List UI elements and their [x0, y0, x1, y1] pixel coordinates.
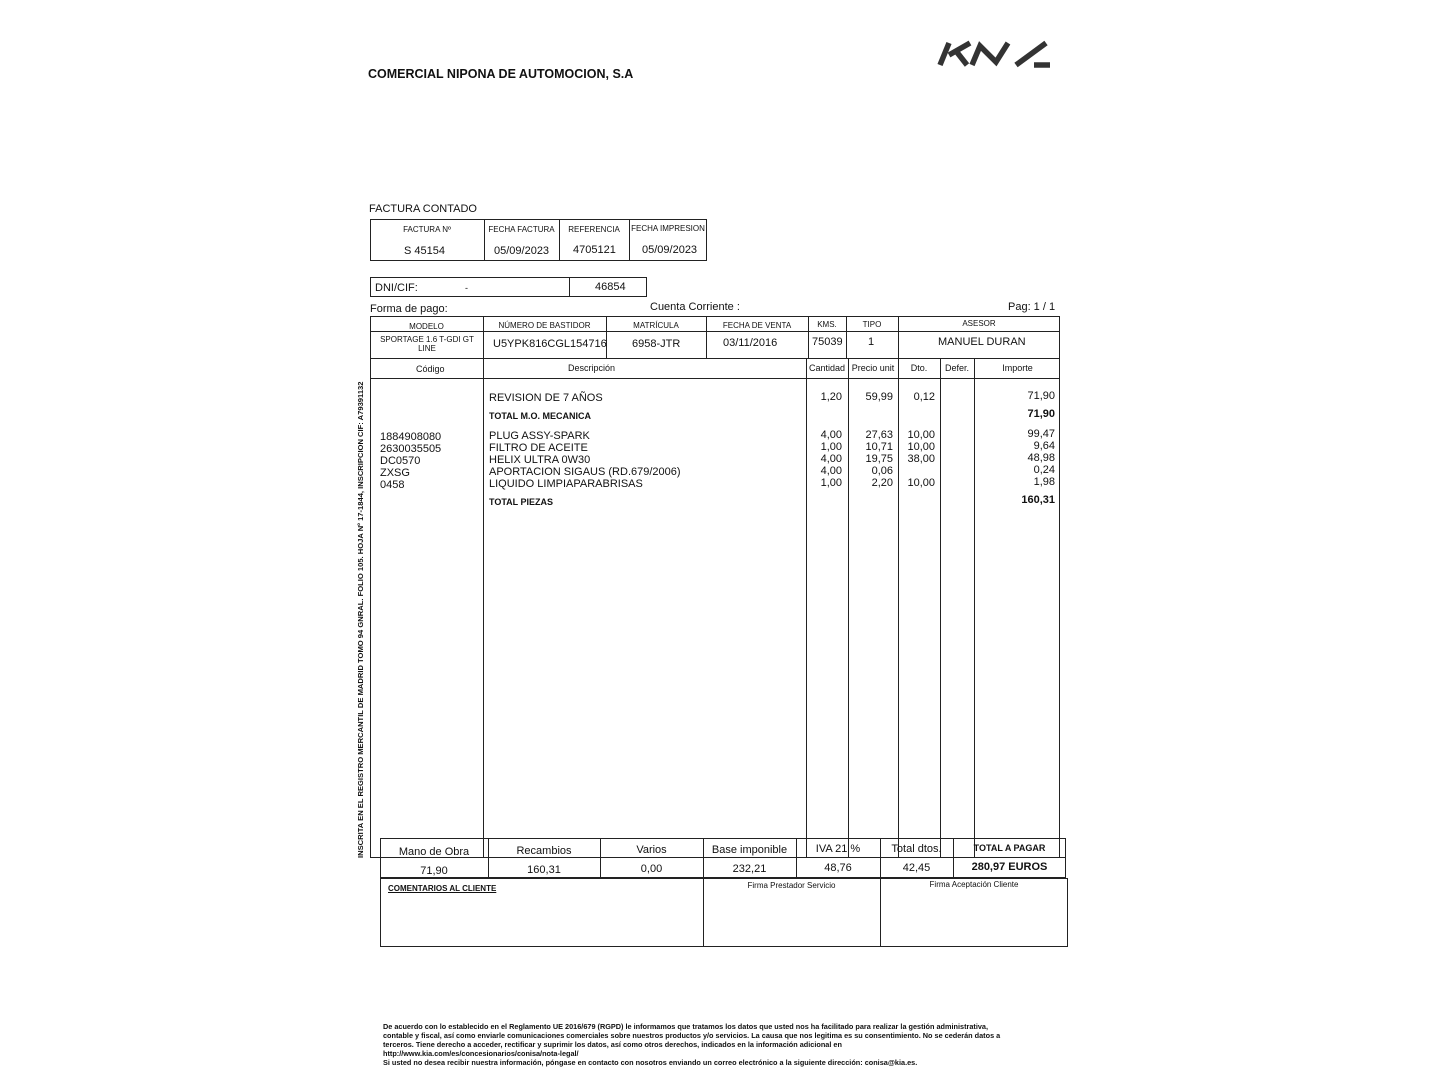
line-description: REVISION DE 7 AÑOS [489, 392, 603, 404]
client-number: 46854 [595, 281, 626, 293]
line-code: 1884908080 [380, 431, 442, 443]
varios-value: 0,00 [640, 863, 663, 875]
page-number: Pag: 1 / 1 [1008, 301, 1056, 313]
line-description: FILTRO DE ACEITE [489, 442, 588, 454]
varios-label: Varios [636, 844, 667, 856]
document-title: FACTURA CONTADO [369, 203, 477, 215]
privacy-line: De acuerdo con lo establecido en el Reglamento UE 2016/679 (RGPD) le informamos que tratamos los datos que usted nos ha facilitado para realizar la gestión administrativa, [383, 1022, 989, 1031]
factura-no-value: S 45154 [404, 245, 445, 257]
line-code: ZXSG [380, 467, 410, 479]
line-description: LIQUIDO LIMPIAPARABRISAS [489, 478, 643, 490]
line-discount: 0,12 [913, 391, 935, 403]
fecha-impresion-label: FECHA IMPRESION [631, 224, 705, 233]
bastidor-value: U5YPK816CGL154716 [493, 338, 607, 350]
privacy-line: Si usted no desea recibir nuestra información, póngase en contacto con nosotros enviando un correo electrónico a la siguiente dirección: conisa@kia.es. [383, 1058, 918, 1067]
line-amount: 9,64 [1033, 440, 1055, 452]
line-discount: 38,00 [907, 453, 935, 465]
factura-no-label: FACTURA Nº [403, 225, 451, 234]
line-unit-price: 19,75 [865, 453, 893, 465]
recambios-value: 160,31 [527, 864, 561, 876]
company-name: COMERCIAL NIPONA DE AUTOMOCION, S.A [368, 67, 634, 81]
line-quantity: 1,00 [820, 477, 842, 489]
recambios-label: Recambios [516, 845, 572, 857]
tipo-header: TIPO [862, 320, 882, 329]
base-imponible-label: Base imponible [711, 844, 788, 856]
fecha-venta-header: FECHA DE VENTA [722, 321, 792, 330]
line-description: HELIX ULTRA 0W30 [489, 454, 591, 466]
privacy-link[interactable]: http://www.kia.com/es/concesionarios/conisa/nota-legal/ [383, 1049, 579, 1058]
cuenta-corriente-label: Cuenta Corriente : [650, 301, 740, 313]
fecha-impresion-value: 05/09/2023 [642, 244, 698, 256]
firma-prestador-label: Firma Prestador Servicio [747, 881, 836, 890]
line-discount: 10,00 [907, 429, 935, 441]
line-quantity: 1,20 [820, 391, 842, 403]
iva-label: IVA 21 % [815, 843, 861, 855]
line-unit-price: 59,99 [865, 391, 893, 403]
cantidad-column-header: Cantidad [808, 363, 846, 373]
line-amount: 160,31 [1021, 494, 1055, 506]
line-discount: 10,00 [907, 441, 935, 453]
line-description: PLUG ASSY-SPARK [489, 430, 590, 442]
invoice-lines-table [370, 316, 1060, 858]
model-value: SPORTAGE 1.6 T-GDI GT LINE [380, 335, 474, 353]
line-amount: 1,98 [1033, 476, 1055, 488]
matricula-header: MATRÍCULA [633, 321, 679, 330]
mano-obra-label: Mano de Obra [398, 846, 470, 858]
privacy-line: terceros. Tiene derecho a acceder, rectificar y suprimir los datos, así como otros derechos, indicados en la información adicional en [383, 1040, 842, 1049]
referencia-label: REFERENCIA [568, 225, 620, 234]
line-quantity: 1,00 [820, 441, 842, 453]
line-unit-price: 10,71 [865, 441, 893, 453]
dni-label: DNI/CIF: [375, 282, 418, 294]
privacy-notice [383, 1022, 1073, 1067]
kms-value: 75039 [812, 336, 843, 348]
line-code: 2630035505 [380, 443, 442, 455]
mano-obra-value: 71,90 [420, 865, 448, 877]
asesor-value: MANUEL DURAN [938, 336, 1026, 348]
line-code: DC0570 [380, 455, 421, 467]
codigo-column-header: Código [416, 364, 445, 374]
line-description: APORTACION SIGAUS (RD.679/2006) [489, 466, 681, 478]
line-description: TOTAL PIEZAS [489, 497, 554, 507]
defer-column-header: Defer. [944, 363, 969, 373]
iva-value: 48,76 [824, 862, 852, 874]
matricula-value: 6958-JTR [632, 338, 681, 350]
kms-header: KMS. [817, 320, 837, 329]
line-amount: 71,90 [1027, 408, 1055, 420]
forma-pago-label: Forma de pago: [370, 303, 448, 315]
line-unit-price: 27,63 [865, 429, 893, 441]
line-amount: 48,98 [1027, 452, 1055, 464]
tipo-value: 1 [868, 336, 875, 348]
firma-cliente-label: Firma Aceptación Cliente [929, 880, 1019, 889]
line-quantity: 4,00 [820, 453, 842, 465]
line-amount: 0,24 [1033, 464, 1055, 476]
privacy-line: contable y fiscal, así como enviarle comunicaciones comerciales sobre nuestros productos y/o servicios. La causa que nos legitima es su consentimiento. No se cederán datos a [383, 1031, 1001, 1040]
line-quantity: 4,00 [820, 429, 842, 441]
total-dtos-label: Total dtos. [891, 843, 942, 855]
bastidor-header: NÚMERO DE BASTIDOR [498, 321, 591, 330]
line-discount: 10,00 [907, 477, 935, 489]
base-imponible-value: 232,21 [732, 863, 767, 875]
total-a-pagar-value: 280,97 EUROS [971, 861, 1048, 873]
line-quantity: 4,00 [820, 465, 842, 477]
line-description: TOTAL M.O. MECANICA [489, 411, 591, 421]
kia-logo [936, 38, 1056, 68]
line-amount: 99,47 [1027, 428, 1055, 440]
line-code: 0458 [380, 479, 405, 491]
fecha-venta-value: 03/11/2016 [723, 337, 778, 349]
line-amount: 71,90 [1027, 390, 1055, 402]
line-unit-price: 0,06 [871, 465, 893, 477]
descripcion-column-header: Descripción [568, 363, 616, 373]
dto-column-header: Dto. [910, 363, 928, 373]
modelo-header: MODELO [409, 322, 444, 331]
dni-value: - [465, 283, 468, 293]
referencia-value: 4705121 [573, 244, 616, 256]
total-dtos-value: 42,45 [902, 862, 931, 874]
registry-side-text: INSCRITA EN EL REGISTRO MERCANTIL DE MADRID TOMO 94 GNRAL. FOLIO 105. HOJA Nº 17-1844, INSCRIPCION CIF: A79391132 [356, 381, 365, 858]
line-unit-price: 2,20 [871, 477, 893, 489]
fecha-factura-value: 05/09/2023 [494, 245, 550, 257]
importe-column-header: Importe [1002, 363, 1033, 373]
comentarios-label: COMENTARIOS AL CLIENTE [388, 884, 497, 893]
precio-column-header: Precio unit [851, 363, 895, 373]
total-a-pagar-label: TOTAL A PAGAR [973, 843, 1046, 853]
fecha-factura-label: FECHA FACTURA [488, 225, 555, 234]
asesor-header: ASESOR [962, 319, 996, 328]
